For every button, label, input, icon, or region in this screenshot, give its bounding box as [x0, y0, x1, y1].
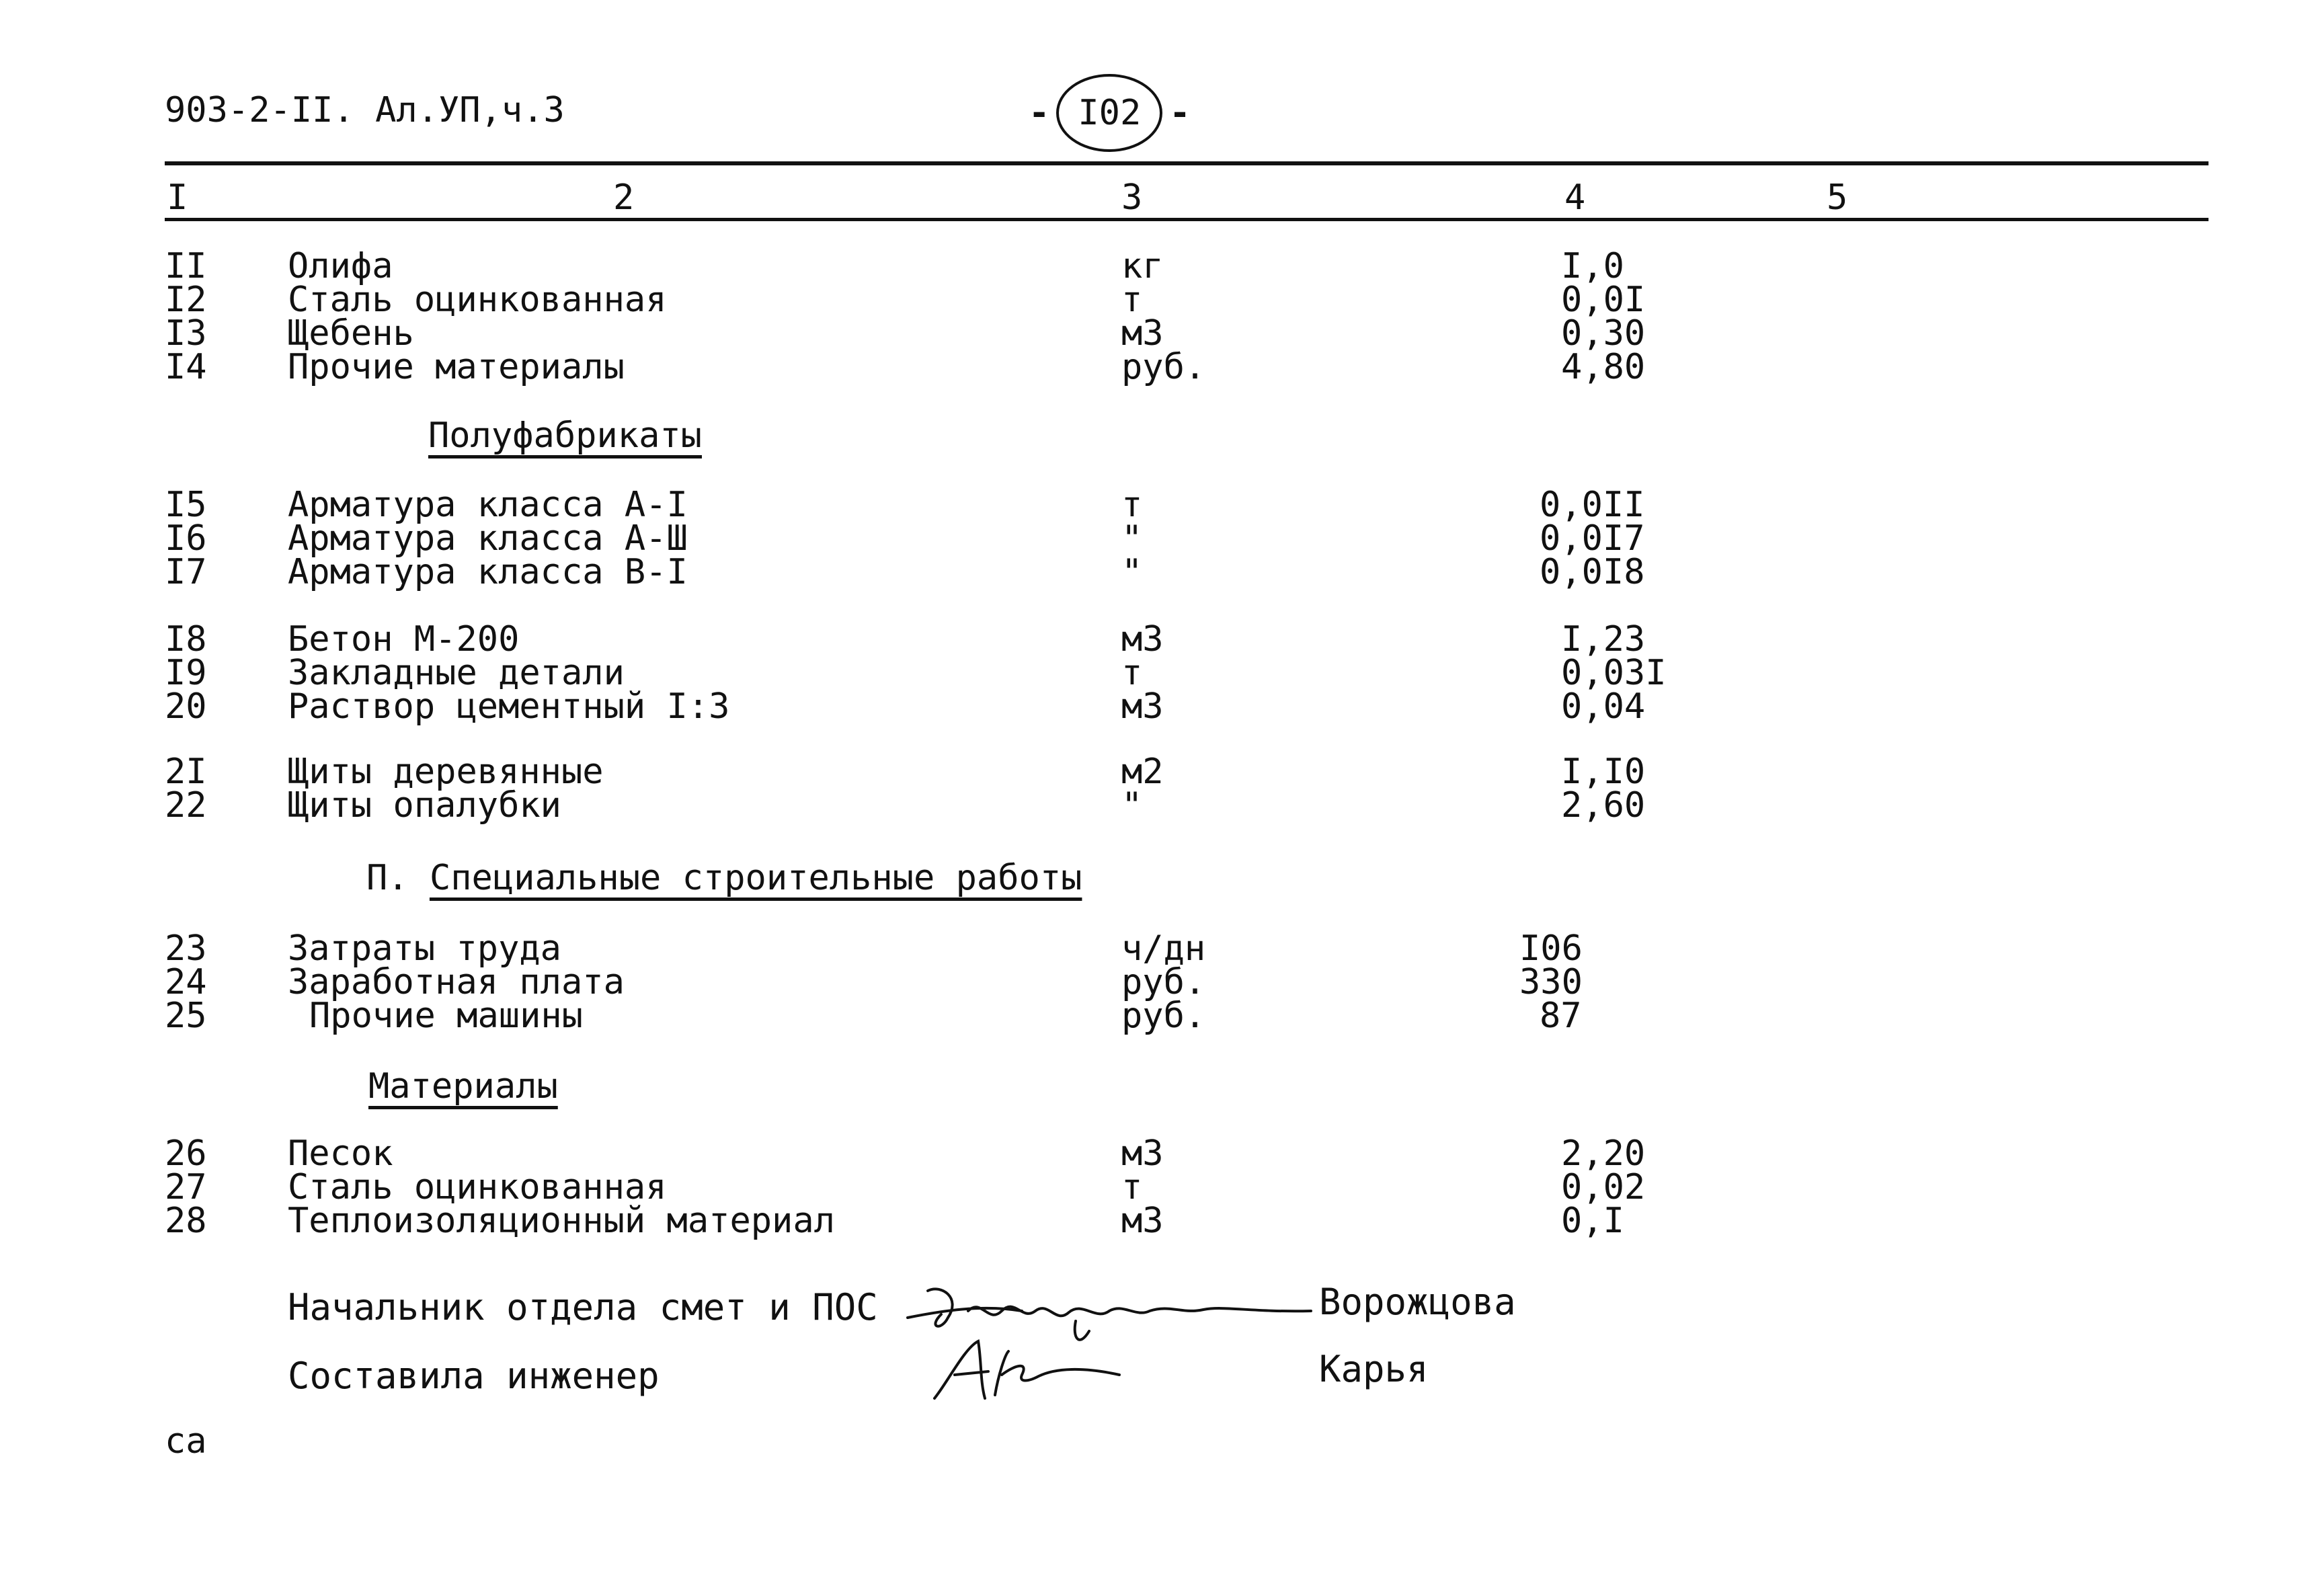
quantity: 0,03I — [1561, 653, 1667, 693]
quantity: I06 — [1519, 928, 1583, 969]
item-name: Прочие машины — [309, 996, 583, 1036]
table-row — [0, 1133, 2308, 1174]
section-heading-special-works — [366, 858, 1082, 898]
row-number: I4 — [165, 347, 207, 387]
unit: руб. — [1121, 347, 1206, 387]
table-top-rule — [165, 161, 2208, 165]
quantity: 2,60 — [1561, 785, 1646, 826]
row-number: 23 — [165, 928, 207, 969]
table-row — [0, 347, 2308, 387]
material-name: Арматура класса А-I — [288, 485, 688, 525]
table-row — [0, 485, 2308, 525]
row-number: 25 — [165, 996, 207, 1036]
signatory-title-engineer: Составила инженер — [288, 1355, 660, 1397]
table-row — [0, 752, 2308, 792]
row-number: 24 — [165, 962, 207, 1002]
row-number: I6 — [165, 518, 207, 559]
table-row — [0, 785, 2308, 826]
quantity: 0,0I8 — [1540, 552, 1645, 592]
quantity: 0,02 — [1561, 1167, 1646, 1207]
unit: " — [1121, 552, 1143, 592]
quantity: 0,0II — [1540, 485, 1645, 525]
table-row — [0, 686, 2308, 727]
table-row — [0, 246, 2308, 286]
table-row — [0, 518, 2308, 559]
quantity: 87 — [1540, 996, 1582, 1036]
document-code: 903-2-II. Ал.УП,ч.3 — [165, 90, 565, 130]
unit: т — [1121, 280, 1143, 320]
row-number: 20 — [165, 686, 207, 727]
material-name: Щиты деревянные — [288, 752, 604, 792]
row-number: 28 — [165, 1201, 207, 1241]
signatory-title-head: Начальник отдела смет и ПОС — [288, 1286, 878, 1328]
material-name: Арматура класса А-Ш — [288, 518, 688, 559]
quantity: 4,80 — [1561, 347, 1646, 387]
unit: м3 — [1121, 686, 1164, 727]
material-name: Теплоизоляционный материал — [288, 1201, 835, 1241]
unit: " — [1121, 518, 1143, 559]
row-number: I2 — [165, 280, 207, 320]
section-title: Специальные строительные работы — [429, 858, 1082, 898]
table-row — [0, 653, 2308, 693]
material-name: Прочие материалы — [288, 347, 625, 387]
footer-mark: са — [165, 1421, 207, 1462]
column-header-1: I — [167, 177, 188, 218]
material-name: Щиты опалубки — [288, 785, 561, 826]
quantity: 0,I — [1561, 1201, 1624, 1241]
section-heading-materials: Материалы — [368, 1066, 558, 1107]
unit: т — [1121, 1167, 1143, 1207]
material-name: Бетон М-200 — [288, 619, 520, 660]
table-row — [0, 280, 2308, 320]
item-name: Заработная плата — [288, 962, 625, 1002]
quantity: I,23 — [1561, 619, 1646, 660]
row-number: 2I — [165, 752, 207, 792]
quantity: 0,30 — [1561, 313, 1646, 354]
material-name: Закладные детали — [288, 653, 625, 693]
table-row — [0, 996, 2308, 1036]
signature-karya-icon — [928, 1334, 1129, 1408]
unit: руб. — [1121, 996, 1206, 1036]
unit: т — [1121, 485, 1143, 525]
material-name: Сталь оцинкованная — [288, 1167, 667, 1207]
table-row — [0, 552, 2308, 592]
material-name: Олифа — [288, 246, 393, 286]
column-header-2: 2 — [613, 177, 635, 218]
signatory-name-head: Ворожцова — [1319, 1281, 1516, 1323]
unit: кг — [1121, 246, 1164, 286]
column-header-4: 4 — [1564, 177, 1586, 218]
unit: м3 — [1121, 1201, 1164, 1241]
unit: " — [1121, 785, 1143, 826]
row-number: I7 — [165, 552, 207, 592]
column-header-3: 3 — [1121, 177, 1143, 218]
signatory-name-engineer: Карья — [1319, 1348, 1429, 1390]
unit: т — [1121, 653, 1143, 693]
material-name: Щебень — [288, 313, 414, 354]
unit: м3 — [1121, 619, 1164, 660]
row-number: II — [165, 246, 207, 286]
item-name: Затраты труда — [288, 928, 561, 969]
row-number: 26 — [165, 1133, 207, 1174]
quantity: 0,0I — [1561, 280, 1646, 320]
unit: м3 — [1121, 313, 1164, 354]
quantity: 0,0I7 — [1540, 518, 1645, 559]
material-name: Раствор цементный I:3 — [288, 686, 730, 727]
section-heading-semi-finished: Полуфабрикаты — [428, 415, 702, 456]
column-header-5: 5 — [1827, 177, 1848, 218]
material-name: Сталь оцинкованная — [288, 280, 667, 320]
table-row — [0, 313, 2308, 354]
table-header-rule — [165, 218, 2208, 221]
section-roman-numeral: П. — [366, 858, 409, 898]
quantity: 2,20 — [1561, 1133, 1646, 1174]
quantity: I,I0 — [1561, 752, 1646, 792]
unit: ч/дн — [1121, 928, 1206, 969]
unit: м3 — [1121, 1133, 1164, 1174]
material-name: Арматура класса В-I — [288, 552, 688, 592]
quantity: 0,04 — [1561, 686, 1646, 727]
material-name: Песок — [288, 1133, 393, 1174]
table-row — [0, 619, 2308, 660]
quantity: 330 — [1519, 962, 1583, 1002]
row-number: 22 — [165, 785, 207, 826]
row-number: 27 — [165, 1167, 207, 1207]
table-row — [0, 1167, 2308, 1207]
table-row — [0, 1201, 2308, 1241]
page-number-value: I02 — [1078, 93, 1142, 133]
row-number: I5 — [165, 485, 207, 525]
row-number: I8 — [165, 619, 207, 660]
row-number: I3 — [165, 313, 207, 354]
unit: руб. — [1121, 962, 1206, 1002]
unit: м2 — [1121, 752, 1164, 792]
table-row — [0, 928, 2308, 969]
table-row — [0, 962, 2308, 1002]
page-number: - I02 - — [1029, 74, 1191, 152]
page-number-circle — [1056, 74, 1162, 152]
quantity: I,0 — [1561, 246, 1624, 286]
row-number: I9 — [165, 653, 207, 693]
